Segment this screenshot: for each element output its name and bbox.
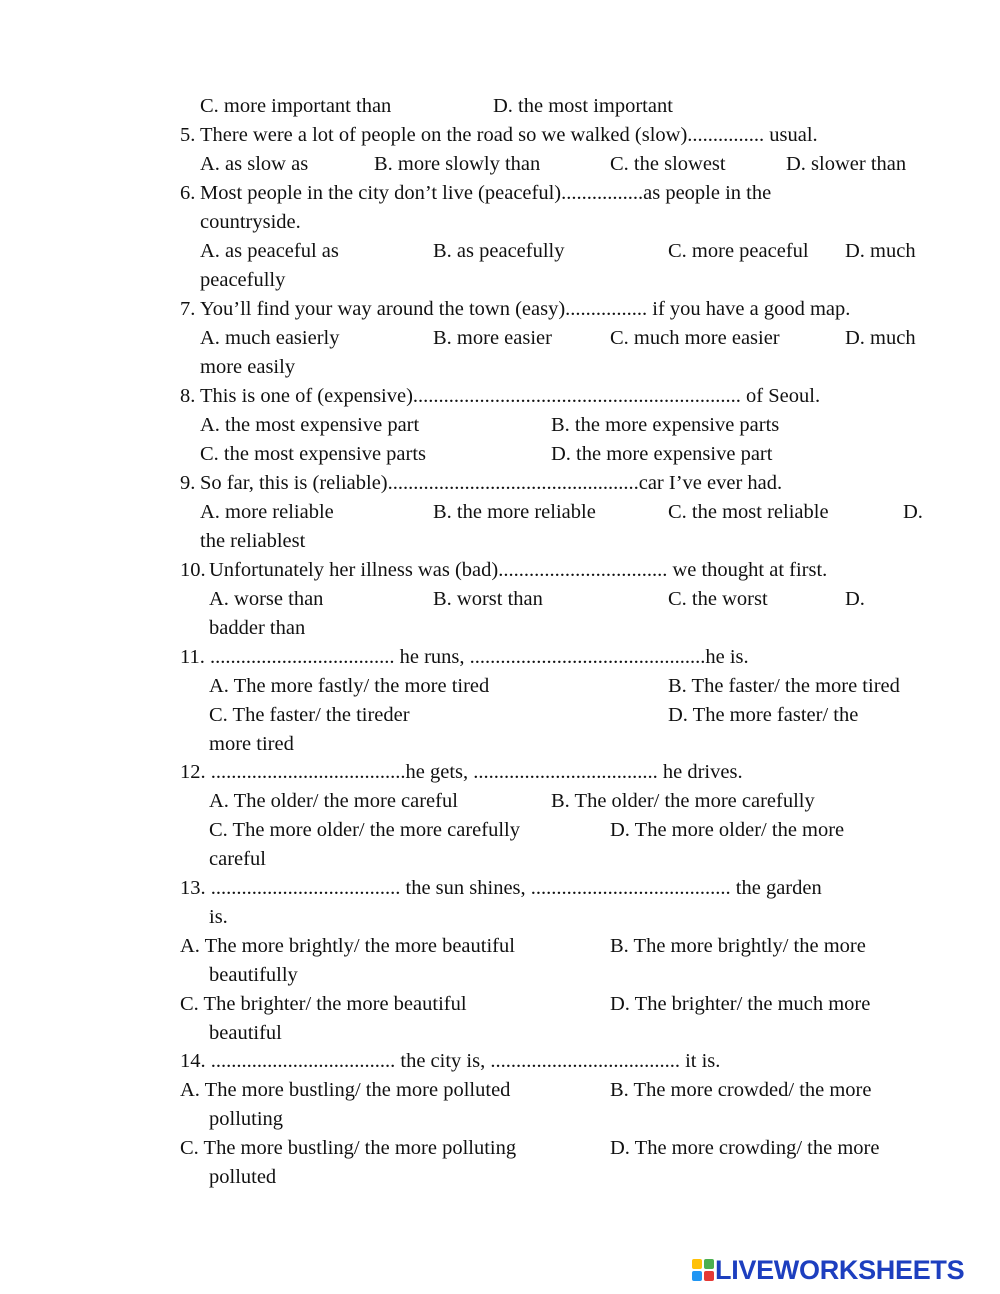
q14-option-d-cont: polluted <box>209 1166 277 1188</box>
q13-text: 13. ..................................... the sun shines, ....................................... the garden <box>180 877 822 899</box>
q4-option-d: D. the most important <box>493 95 673 117</box>
q7-text: You’ll find your way around the town (easy)................ if you have a good map. <box>200 298 851 320</box>
q8-number: 8. <box>180 385 196 407</box>
q5-option-b: B. more slowly than <box>374 153 541 175</box>
q9-text: So far, this is (reliable).................................................car I’ve ever had. <box>200 472 783 494</box>
q9-option-d: D. <box>903 501 923 523</box>
q8-option-a: A. the most expensive part <box>200 414 420 436</box>
q12-option-c: C. The more older/ the more carefully <box>209 819 520 841</box>
q10-number: 10. <box>180 559 206 581</box>
q7-option-a: A. much easierly <box>200 327 340 349</box>
q14-option-d: D. The more crowding/ the more <box>610 1137 880 1159</box>
q13-option-c: C. The brighter/ the more beautiful <box>180 993 467 1015</box>
q5-option-c: C. the slowest <box>610 153 726 175</box>
q12-option-b: B. The older/ the more carefully <box>551 790 815 812</box>
q14-text: 14. .................................... the city is, ..................................... it is. <box>180 1050 721 1072</box>
q13-option-d: D. The brighter/ the much more <box>610 993 871 1015</box>
q4-option-c: C. more important than <box>200 95 392 117</box>
q7-option-b: B. more easier <box>433 327 552 349</box>
q11-option-d: D. The more faster/ the <box>668 704 859 726</box>
q5-text: There were a lot of people on the road so we walked (slow)............... usual. <box>200 124 818 146</box>
q5-option-a: A. as slow as <box>200 153 309 175</box>
q14-option-a: A. The more bustling/ the more polluted <box>180 1079 511 1101</box>
q10-option-d-cont: badder than <box>209 617 306 639</box>
q12-option-d-cont: careful <box>209 848 266 870</box>
q6-option-b: B. as peacefully <box>433 240 565 262</box>
liveworksheets-logo[interactable] <box>692 1252 964 1288</box>
q5-number: 5. <box>180 124 196 146</box>
q10-option-a: A. worse than <box>209 588 324 610</box>
q10-option-c: C. the worst <box>668 588 768 610</box>
q11-option-a: A. The more fastly/ the more tired <box>209 675 490 697</box>
q6-text: Most people in the city don’t live (peaceful)................as people in the <box>200 182 772 204</box>
q10-text: Unfortunately her illness was (bad)................................. we thought at first. <box>209 559 828 581</box>
q8-option-c: C. the most expensive parts <box>200 443 427 465</box>
q8-text: This is one of (expensive)................................................................ of Seoul. <box>200 385 821 407</box>
q11-option-c: C. The faster/ the tireder <box>209 704 410 726</box>
q11-option-b: B. The faster/ the more tired <box>668 675 900 697</box>
q9-number: 9. <box>180 472 196 494</box>
q9-option-b: B. the more reliable <box>433 501 596 523</box>
q6-option-d: D. much <box>845 240 916 262</box>
q7-option-d-cont: more easily <box>200 356 296 378</box>
q6-text-cont: countryside. <box>200 211 301 233</box>
q5-option-d: D. slower than <box>786 153 907 175</box>
q7-option-c: C. much more easier <box>610 327 780 349</box>
q13-option-b-cont: beautifully <box>209 964 298 986</box>
liveworksheets-logo-icon <box>692 1259 714 1281</box>
q14-option-b-cont: polluting <box>209 1108 284 1130</box>
q10-option-b: B. worst than <box>433 588 543 610</box>
q13-text-cont: is. <box>209 906 228 928</box>
q11-option-d-cont: more tired <box>209 733 294 755</box>
q6-option-d-cont: peacefully <box>200 269 286 291</box>
q6-option-c: C. more peaceful <box>668 240 809 262</box>
q14-option-b: B. The more crowded/ the more <box>610 1079 872 1101</box>
q13-option-a: A. The more brightly/ the more beautiful <box>180 935 515 957</box>
q8-option-d: D. the more expensive part <box>551 443 773 465</box>
q7-number: 7. <box>180 298 196 320</box>
q11-text: 11. .................................... he runs, ..............................................he is. <box>180 646 749 668</box>
q7-option-d: D. much <box>845 327 916 349</box>
q6-option-a: A. as peaceful as <box>200 240 339 262</box>
q8-option-b: B. the more expensive parts <box>551 414 780 436</box>
q9-option-d-cont: the reliablest <box>200 530 306 552</box>
q12-option-a: A. The older/ the more careful <box>209 790 458 812</box>
q12-option-d: D. The more older/ the more <box>610 819 845 841</box>
q9-option-c: C. the most reliable <box>668 501 829 523</box>
q12-text: 12. ......................................he gets, .................................... he drives. <box>180 761 743 783</box>
q9-option-a: A. more reliable <box>200 501 334 523</box>
q6-number: 6. <box>180 182 196 204</box>
logo-text: LIVEWORKSHEETS <box>715 1254 965 1285</box>
q10-option-d: D. <box>845 588 865 610</box>
q13-option-b: B. The more brightly/ the more <box>610 935 866 957</box>
q14-option-c: C. The more bustling/ the more polluting <box>180 1137 517 1159</box>
q13-option-d-cont: beautiful <box>209 1022 282 1044</box>
